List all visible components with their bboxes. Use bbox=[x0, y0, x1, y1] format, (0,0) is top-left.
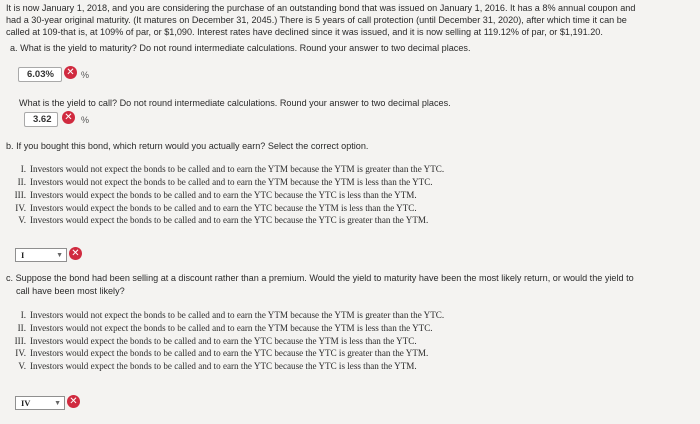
b-option-5 bbox=[6, 215, 428, 225]
chevron-down-icon: ▼ bbox=[54, 399, 61, 407]
c-answer-select[interactable] bbox=[15, 396, 65, 410]
b-option-1-num: I. bbox=[20, 164, 26, 174]
x-circle-icon: ✕ bbox=[64, 66, 77, 79]
c-option-5-num: V. bbox=[18, 361, 26, 371]
b-option-4-num: IV. bbox=[15, 203, 26, 213]
question-c-line-2: call have been most likely? bbox=[16, 286, 125, 296]
chevron-down-icon: ▼ bbox=[56, 251, 63, 259]
question-c-line-1: c. Suppose the bond had been selling at a discount rather than a premium. Would the yield to maturity have been the most likely return, or would the yield to bbox=[6, 273, 634, 283]
c-option-4-num: IV. bbox=[15, 348, 26, 358]
b-option-3 bbox=[6, 190, 417, 200]
x-circle-icon: ✕ bbox=[69, 247, 82, 260]
c-option-2 bbox=[6, 323, 433, 333]
b-option-5-text: Investors would expect the bonds to be called and to earn the YTC because the YTC is greater than the YTM. bbox=[30, 215, 429, 225]
b-option-3-text: Investors would expect the bonds to be called and to earn the YTC because the YTC is less than the YTM. bbox=[30, 190, 417, 200]
b-option-1-text: Investors would not expect the bonds to be called and to earn the YTM because the YTM is greater than the YTC. bbox=[30, 164, 445, 174]
b-option-2 bbox=[6, 177, 433, 187]
problem-intro-line-1: It is now January 1, 2018, and you are considering the purchase of an outstanding bond that was issued on January 1, 2016. It has a 8% annual coupon and bbox=[6, 3, 636, 13]
c-option-1-num: I. bbox=[20, 310, 26, 320]
x-circle-icon: ✕ bbox=[62, 111, 75, 124]
c-option-5 bbox=[6, 361, 417, 371]
b-option-3-num: III. bbox=[14, 190, 26, 200]
ytc-unit: % bbox=[81, 115, 90, 125]
c-selected-value: IV bbox=[21, 398, 31, 408]
ytm-unit: % bbox=[81, 70, 90, 80]
b-option-1 bbox=[6, 164, 444, 174]
ytc-answer-field[interactable]: 3.62 bbox=[24, 112, 58, 127]
c-option-2-text: Investors would not expect the bonds to be called and to earn the YTM because the YTM is less than the YTC. bbox=[30, 323, 433, 333]
b-selected-value: I bbox=[21, 250, 25, 260]
c-option-3-num: III. bbox=[14, 336, 26, 346]
c-option-3 bbox=[6, 336, 417, 346]
question-b: b. If you bought this bond, which return would you actually earn? Select the correct option. bbox=[6, 141, 369, 151]
b-option-4 bbox=[6, 203, 417, 213]
b-option-2-num: II. bbox=[17, 177, 26, 187]
b-option-5-num: V. bbox=[18, 215, 26, 225]
problem-intro-line-2: had a 30-year original maturity. (It matures on December 31, 2045.) There is 5 years of call protection (until December 31, 2020), after which time it can be bbox=[6, 15, 627, 25]
c-option-1 bbox=[6, 310, 444, 320]
x-circle-icon: ✕ bbox=[67, 395, 80, 408]
c-option-3-text: Investors would expect the bonds to be called and to earn the YTC because the YTM is less than the YTC. bbox=[30, 336, 417, 346]
c-option-4-text: Investors would expect the bonds to be called and to earn the YTC because the YTC is greater than the YTM. bbox=[30, 348, 429, 358]
b-option-2-text: Investors would not expect the bonds to be called and to earn the YTM because the YTM is less than the YTC. bbox=[30, 177, 433, 187]
c-option-5-text: Investors would expect the bonds to be called and to earn the YTC because the YTC is less than the YTM. bbox=[30, 361, 417, 371]
problem-intro-line-3: called at 109-that is, at 109% of par, or $1,090. Interest rates have declined since it was issued, and it is now selling at 119.12% of par, or $1,191.20. bbox=[6, 27, 603, 37]
b-option-4-text: Investors would expect the bonds to be called and to earn the YTC because the YTM is less than the YTC. bbox=[30, 203, 417, 213]
c-option-1-text: Investors would not expect the bonds to be called and to earn the YTM because the YTM is greater than the YTC. bbox=[30, 310, 445, 320]
c-option-2-num: II. bbox=[17, 323, 26, 333]
b-answer-select[interactable] bbox=[15, 248, 67, 262]
c-option-4 bbox=[6, 348, 428, 358]
question-a-ytm: a. What is the yield to maturity? Do not round intermediate calculations. Round your answer to two decimal places. bbox=[10, 43, 471, 53]
question-a-ytc: What is the yield to call? Do not round intermediate calculations. Round your answer to two decimal places. bbox=[19, 98, 451, 108]
ytm-answer-field[interactable]: 6.03% bbox=[18, 67, 62, 82]
